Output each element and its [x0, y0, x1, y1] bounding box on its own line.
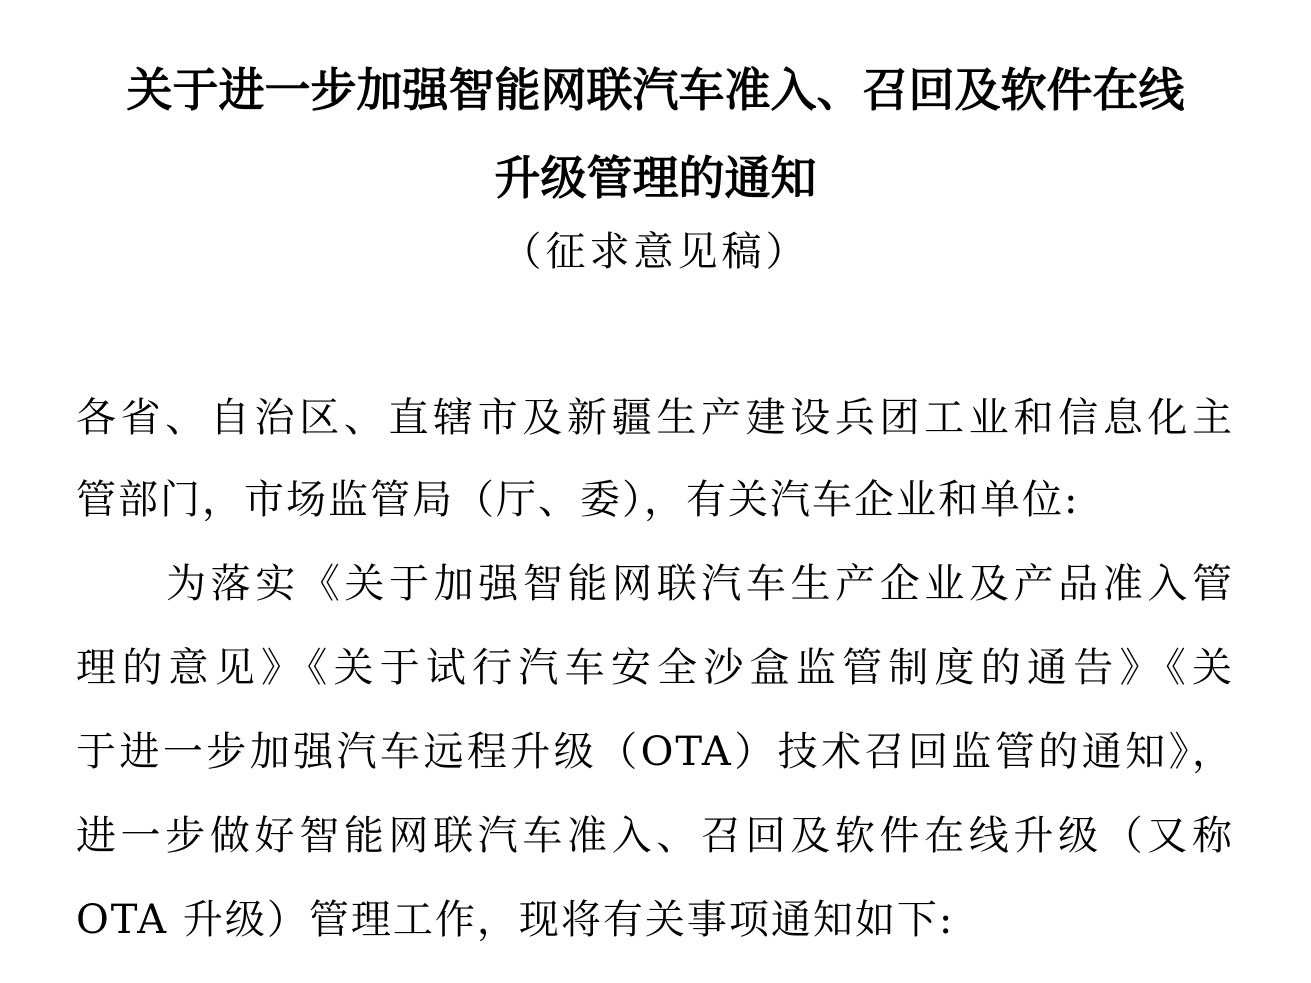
document-subtitle: （征求意见稿） — [501, 229, 810, 275]
body-line-1: 为落实《关于加强智能网联汽车生产企业及产品准入管 — [166, 561, 1234, 607]
body-line-4: 进一步做好智能网联汽车准入、召回及软件在线升级（又称 — [76, 813, 1234, 859]
body-line-5: OTA 升级）管理工作，现将有关事项通知如下: — [76, 897, 955, 943]
body-line-2: 理的意见》《关于试行汽车安全沙盒监管制度的通告》《关 — [76, 645, 1234, 691]
document-title-line-1: 关于进一步加强智能网联汽车准入、召回及软件在线 — [126, 63, 1185, 117]
addressee-line-2: 管部门，市场监管局（厅、委），有关汽车企业和单位: — [76, 477, 1080, 523]
document-title-line-2: 升级管理的通知 — [494, 151, 817, 205]
body-line-3: 于进一步加强汽车远程升级（OTA）技术召回监管的通知》， — [76, 729, 1234, 775]
addressee-line-1: 各省、自治区、直辖市及新疆生产建设兵团工业和信息化主 — [76, 395, 1234, 441]
